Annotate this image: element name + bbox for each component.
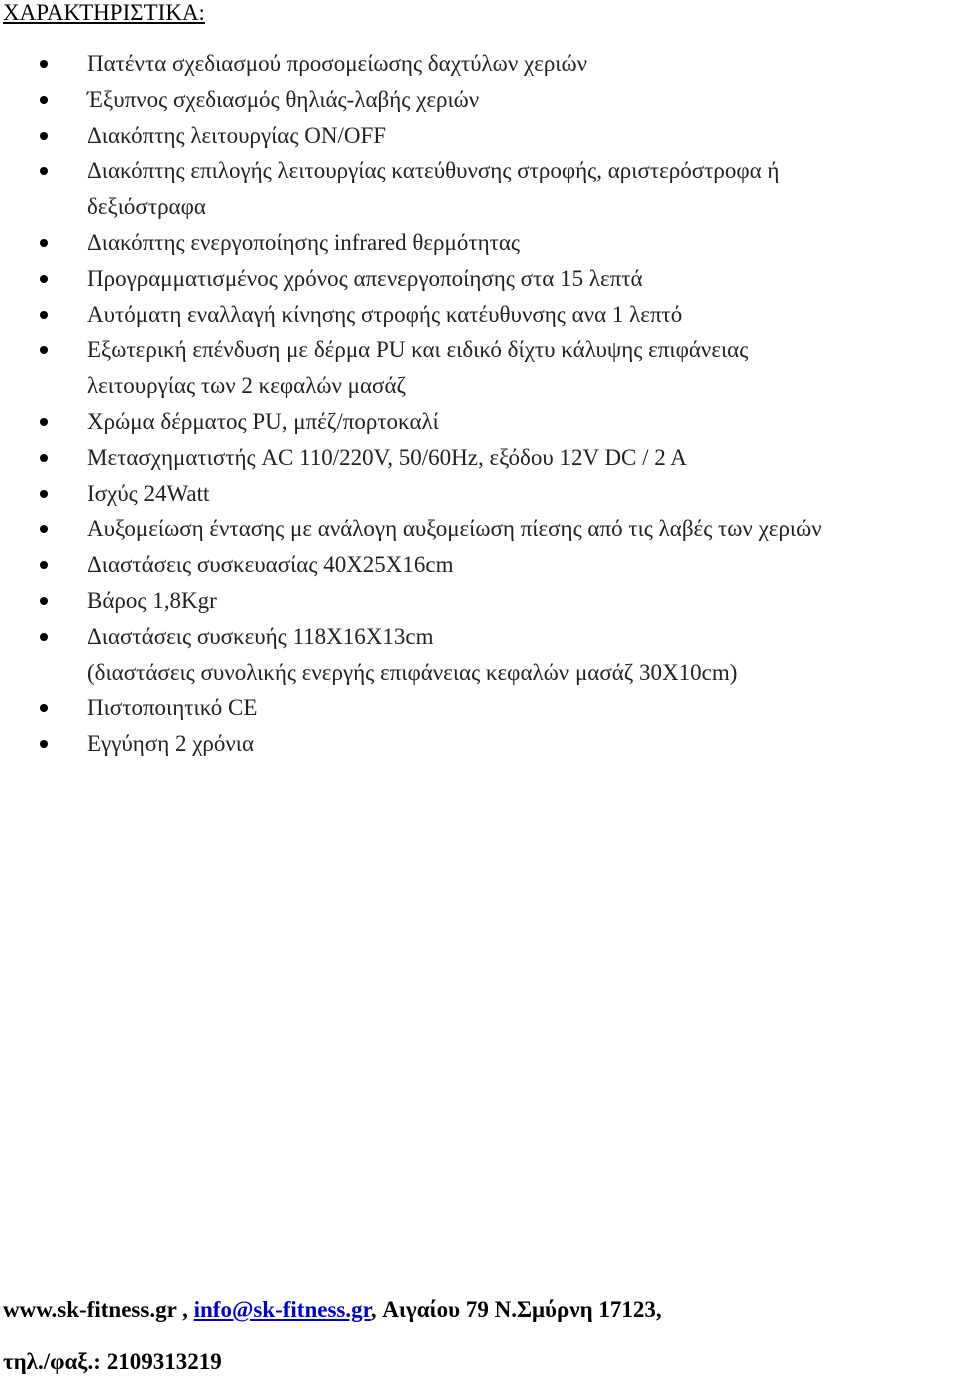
page-heading: ΧΑΡΑΚΤΗΡΙΣΤΙΚΑ:	[3, 0, 205, 25]
feature-item	[0, 46, 960, 82]
bullet-icon	[40, 525, 48, 533]
feature-text: Πατέντα σχεδιασμού προσομείωσης δαχτύλων χεριών	[87, 51, 588, 76]
feature-text: Έξυπνος σχεδιασμός θηλιάς-λαβής χεριών	[87, 86, 480, 112]
feature-text: Διαστάσεις συσκευασίας 40X25X16cm	[87, 552, 454, 578]
feature-text: Χρώμα δέρματος PU, μπέζ/πορτοκαλί	[87, 408, 439, 434]
bullet-icon	[40, 346, 48, 354]
feature-text: Πιστοποιητικό CE	[87, 695, 258, 721]
feature-item	[0, 726, 960, 762]
feature-text: Ισχύς 24Watt	[87, 480, 210, 506]
bullet-icon	[40, 597, 48, 605]
feature-item	[0, 225, 960, 261]
feature-item	[0, 690, 960, 726]
bullet-icon	[40, 60, 48, 68]
bullet-icon	[40, 275, 48, 283]
feature-item	[0, 261, 960, 297]
feature-item	[0, 511, 960, 547]
bullet-icon	[40, 490, 48, 498]
phone-text: τηλ./φαξ.: 2109313219	[3, 1349, 222, 1374]
feature-text: Προγραμματισμένος χρόνος απενεργοποίησης στα 15 λεπτά	[87, 265, 643, 291]
feature-text: Διακόπτης λειτουργίας ON/OFF	[87, 122, 387, 148]
bullet-icon	[40, 132, 48, 140]
website-text: www.sk-fitness.gr	[3, 1297, 177, 1322]
feature-item	[0, 619, 960, 691]
feature-text: Διακόπτης ενεργοποίησης infrared θερμότητας	[87, 229, 521, 255]
feature-text: δεξιόστραφα	[87, 194, 206, 220]
feature-item	[0, 404, 960, 440]
feature-item	[0, 82, 960, 118]
feature-text: Εγγύηση 2 χρόνια	[87, 731, 255, 757]
bullet-icon	[40, 561, 48, 569]
feature-item	[0, 547, 960, 583]
bullet-icon	[40, 418, 48, 426]
feature-text: λειτουργίας των 2 κεφαλών μασάζ	[87, 373, 407, 399]
email-link[interactable]: info@sk-fitness.gr	[193, 1297, 371, 1322]
bullet-icon	[40, 311, 48, 319]
bullet-icon	[40, 704, 48, 712]
bullet-icon	[40, 239, 48, 247]
bullet-icon	[40, 96, 48, 104]
feature-text: Μετασχηματιστής AC 110/220V, 50/60Hz, εξόδου 12V DC / 2 A	[87, 444, 687, 470]
feature-item	[0, 153, 960, 225]
bullet-icon	[40, 454, 48, 462]
feature-text: Διαστάσεις συσκευής 118X16X13cm	[87, 623, 434, 649]
bullet-icon	[40, 167, 48, 175]
feature-text: Αυτόματη εναλλαγή κίνησης στροφής κατέυθυνσης ανα 1 λεπτό	[87, 301, 683, 327]
footer-phone-line	[3, 1349, 222, 1375]
feature-item	[0, 476, 960, 512]
feature-text: Αυξομείωση έντασης με ανάλογη αυξομείωση πίεσης από τις λαβές των χεριών	[87, 516, 822, 542]
footer-separator: ,	[176, 1297, 194, 1322]
feature-item	[0, 118, 960, 154]
bullet-icon	[40, 740, 48, 748]
feature-text: (διαστάσεις συνολικής ενεργής επιφάνειας κεφαλών μασάζ 30X10cm)	[87, 659, 738, 685]
feature-item	[0, 440, 960, 476]
feature-text: Βάρος 1,8Kgr	[87, 587, 217, 613]
footer-contact-line	[3, 1297, 662, 1323]
feature-item	[0, 332, 960, 404]
feature-text: Διακόπτης επιλογής λειτουργίας κατεύθυνσης στροφής, αριστερόστροφα ή	[87, 158, 780, 184]
features-list	[0, 46, 960, 762]
bullet-icon	[40, 633, 48, 641]
feature-item	[0, 583, 960, 619]
feature-text: Εξωτερική επένδυση με δέρμα PU και ειδικό δίχτυ κάλυψης επιφάνειας	[87, 337, 749, 363]
address-text: , Αιγαίου 79 Ν.Σμύρνη 17123,	[370, 1297, 662, 1322]
feature-item	[0, 297, 960, 333]
